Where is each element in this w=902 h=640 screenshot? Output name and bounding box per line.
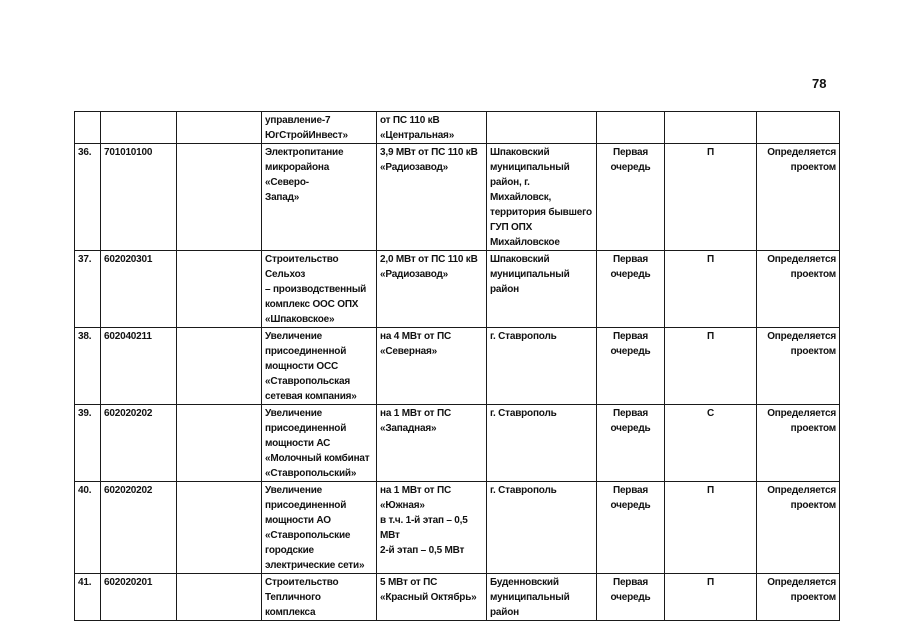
- cell-code-text: 701010100: [104, 147, 153, 158]
- cell-number-text: 36.: [78, 147, 92, 158]
- data-table: [74, 111, 840, 621]
- cell-queue: [597, 328, 665, 405]
- cell-number: [75, 482, 101, 574]
- cell-location: [487, 251, 597, 328]
- cell-type-text: П: [707, 254, 714, 265]
- cell-type-text: П: [707, 331, 714, 342]
- cell-code-text: 602020301: [104, 254, 153, 265]
- cell-object-name: [262, 405, 377, 482]
- cell-queue-text: Первая очередь: [610, 577, 651, 603]
- cell-queue: [597, 112, 665, 144]
- cell-blank: [177, 251, 262, 328]
- cell-power: [377, 482, 487, 574]
- cell-blank: [177, 144, 262, 251]
- cell-type-text: П: [707, 577, 714, 588]
- cell-blank: [177, 574, 262, 621]
- cell-power: [377, 328, 487, 405]
- cell-blank: [177, 405, 262, 482]
- cell-cost-text: Определяется проектом: [767, 147, 836, 173]
- cell-number-text: 39.: [78, 408, 92, 419]
- cell-blank: [177, 482, 262, 574]
- cell-code: [101, 144, 177, 251]
- cell-number-text: 40.: [78, 485, 92, 496]
- cell-number: [75, 251, 101, 328]
- cell-cost-text: Определяется проектом: [767, 254, 836, 280]
- cell-code: [101, 405, 177, 482]
- cell-object-name-text: управление-7 ЮгСтройИнвест»: [265, 115, 348, 141]
- table-row: [75, 482, 840, 574]
- cell-object-name: [262, 112, 377, 144]
- cell-power-text: на 1 МВт от ПС «Западная»: [380, 408, 451, 434]
- cell-number-text: 37.: [78, 254, 92, 265]
- cell-location: [487, 112, 597, 144]
- cell-power-text: 2,0 МВт от ПС 110 кВ «Радиозавод»: [380, 254, 478, 280]
- cell-object-name: [262, 144, 377, 251]
- cell-blank: [177, 328, 262, 405]
- cell-type: [665, 144, 757, 251]
- cell-object-name-text: Строительство Тепличного комплекса: [265, 577, 339, 618]
- cell-cost: [757, 405, 840, 482]
- cell-object-name-text: Строительство Сельхоз – производственный комплекс ООС ОПХ «Шпаковское»: [265, 254, 367, 325]
- cell-object-name: [262, 328, 377, 405]
- cell-cost-text: Определяется проектом: [767, 408, 836, 434]
- cell-queue: [597, 405, 665, 482]
- cell-type: [665, 328, 757, 405]
- cell-object-name-text: Электропитание микрорайона «Северо- Запад»: [265, 147, 344, 203]
- cell-type: [665, 574, 757, 621]
- cell-location-text: Буденновский муниципальный район: [490, 577, 570, 618]
- cell-queue-text: Первая очередь: [610, 485, 651, 511]
- cell-queue: [597, 482, 665, 574]
- cell-object-name: [262, 482, 377, 574]
- cell-type-text: П: [707, 147, 714, 158]
- table-row: [75, 405, 840, 482]
- cell-power: [377, 112, 487, 144]
- cell-power-text: 3,9 МВт от ПС 110 кВ «Радиозавод»: [380, 147, 478, 173]
- cell-cost-text: Определяется проектом: [767, 577, 836, 603]
- cell-queue: [597, 574, 665, 621]
- cell-code: [101, 112, 177, 144]
- cell-code-text: 602020202: [104, 485, 153, 496]
- cell-cost: [757, 112, 840, 144]
- cell-queue-text: Первая очередь: [610, 147, 651, 173]
- cell-cost-text: Определяется проектом: [767, 331, 836, 357]
- cell-power-text: от ПС 110 кВ «Центральная»: [380, 115, 455, 141]
- cell-number-text: 41.: [78, 577, 92, 588]
- cell-code-text: 602020201: [104, 577, 153, 588]
- cell-queue: [597, 144, 665, 251]
- cell-type: [665, 112, 757, 144]
- cell-type: [665, 251, 757, 328]
- cell-number: [75, 328, 101, 405]
- cell-object-name-text: Увеличение присоединенной мощности АС «Молочный комбинат «Ставропольский»: [265, 408, 370, 479]
- cell-cost: [757, 144, 840, 251]
- cell-location: [487, 144, 597, 251]
- cell-blank: [177, 112, 262, 144]
- cell-location: [487, 574, 597, 621]
- cell-cost: [757, 574, 840, 621]
- cell-cost: [757, 251, 840, 328]
- table-row: [75, 144, 840, 251]
- table-row: [75, 251, 840, 328]
- cell-number: [75, 405, 101, 482]
- cell-location-text: Шпаковский муниципальный район, г. Михайловск, территория бывшего ГУП ОПХ Михайловское: [490, 147, 592, 248]
- cell-cost: [757, 328, 840, 405]
- cell-object-name: [262, 574, 377, 621]
- cell-queue-text: Первая очередь: [610, 254, 651, 280]
- cell-cost: [757, 482, 840, 574]
- table-row: [75, 112, 840, 144]
- cell-power: [377, 405, 487, 482]
- cell-queue-text: Первая очередь: [610, 331, 651, 357]
- cell-location: [487, 328, 597, 405]
- cell-power: [377, 144, 487, 251]
- cell-location: [487, 482, 597, 574]
- cell-power: [377, 251, 487, 328]
- cell-power-text: на 1 МВт от ПС «Южная» в т.ч. 1-й этап – 0,5 МВт 2-й этап – 0,5 МВт: [380, 485, 468, 556]
- cell-code-text: 602040211: [104, 331, 152, 342]
- cell-number: [75, 144, 101, 251]
- cell-code: [101, 328, 177, 405]
- cell-number: [75, 574, 101, 621]
- cell-code-text: 602020202: [104, 408, 153, 419]
- cell-object-name: [262, 251, 377, 328]
- cell-queue-text: Первая очередь: [610, 408, 651, 434]
- cell-object-name-text: Увеличение присоединенной мощности ОСС «Ставропольская сетевая компания»: [265, 331, 357, 402]
- cell-number: [75, 112, 101, 144]
- cell-location-text: Шпаковский муниципальный район: [490, 254, 570, 295]
- cell-type-text: П: [707, 485, 714, 496]
- cell-location: [487, 405, 597, 482]
- cell-power: [377, 574, 487, 621]
- cell-location-text: г. Ставрополь: [490, 408, 557, 419]
- cell-location-text: г. Ставрополь: [490, 331, 557, 342]
- cell-queue: [597, 251, 665, 328]
- table-row: [75, 574, 840, 621]
- cell-cost-text: Определяется проектом: [767, 485, 836, 511]
- cell-code: [101, 482, 177, 574]
- cell-type: [665, 482, 757, 574]
- cell-code: [101, 251, 177, 328]
- cell-type: [665, 405, 757, 482]
- cell-power-text: на 4 МВт от ПС «Северная»: [380, 331, 451, 357]
- table-row: [75, 328, 840, 405]
- cell-object-name-text: Увеличение присоединенной мощности АО «Ставропольские городские электрические сети»: [265, 485, 365, 571]
- cell-power-text: 5 МВт от ПС «Красный Октябрь»: [380, 577, 477, 603]
- cell-location-text: г. Ставрополь: [490, 485, 557, 496]
- cell-number-text: 38.: [78, 331, 92, 342]
- page-number: 78: [812, 76, 827, 91]
- cell-code: [101, 574, 177, 621]
- cell-type-text: С: [706, 408, 715, 419]
